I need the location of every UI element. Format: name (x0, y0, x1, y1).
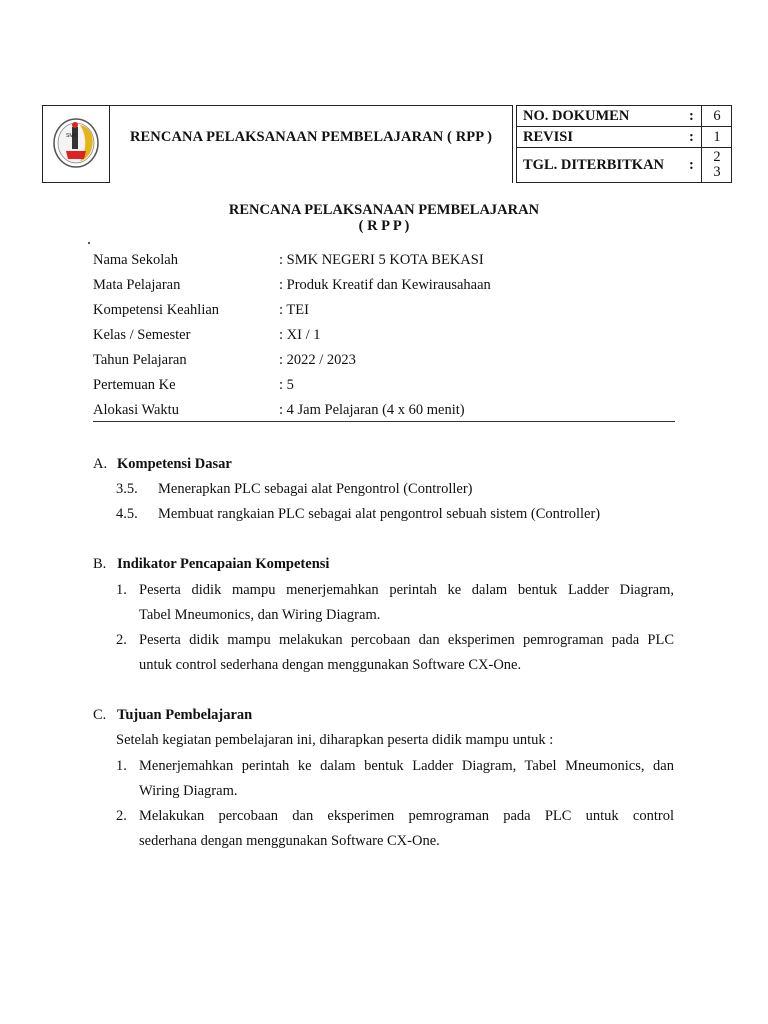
section-title: Kompetensi Dasar (117, 456, 232, 472)
section-letter: C. (93, 707, 107, 723)
section-letter: B. (93, 556, 107, 572)
info-row (93, 352, 675, 377)
info-value: : TEI (279, 302, 309, 318)
info-value: : 2022 / 2023 (279, 352, 356, 368)
meta-row-no-dokumen (516, 105, 732, 127)
stray-dot (88, 242, 90, 244)
info-key: Nama Sekolah (93, 252, 178, 268)
meta-divider (701, 148, 702, 182)
info-key: Mata Pelajaran (93, 277, 181, 293)
list-item: Menerapkan PLC sebagai alat Pengontrol (Controller) (158, 481, 473, 497)
info-row (93, 252, 675, 277)
info-key: Kompetensi Keahlian (93, 302, 220, 318)
section-a-heading (93, 456, 232, 473)
meta-value-line2: 3 (713, 164, 721, 180)
list-item-line: Peserta didik mampu melakukan percobaan dan eksperimen pemrograman pada PLC (139, 632, 674, 648)
list-number: 2. (116, 632, 127, 648)
meta-colon: : (689, 157, 694, 173)
list-number: 4.5. (116, 506, 138, 522)
document-title: RENCANA PELAKSANAAN PEMBELAJARAN (228, 202, 540, 218)
info-row (93, 377, 675, 402)
section-intro: Setelah kegiatan pembelajaran ini, diharapkan peserta didik mampu untuk : (116, 732, 554, 748)
meta-label: REVISI (523, 129, 573, 145)
list-item: Membuat rangkaian PLC sebagai alat pengontrol sebuah sistem (Controller) (158, 506, 601, 522)
meta-colon: : (689, 108, 694, 124)
info-key: Alokasi Waktu (93, 402, 179, 418)
list-number: 2. (116, 808, 127, 824)
section-b-heading (93, 556, 329, 573)
list-number: 1. (116, 582, 127, 598)
info-key: Pertemuan Ke (93, 377, 176, 393)
info-row (93, 302, 675, 327)
meta-divider (701, 106, 702, 126)
info-divider (93, 421, 675, 422)
meta-colon: : (689, 129, 694, 145)
list-item-line: untuk control sederhana dengan menggunakan Software CX-One. (139, 657, 522, 673)
info-row (93, 277, 675, 302)
info-value: : XI / 1 (279, 327, 321, 343)
meta-value: 1 (713, 129, 721, 145)
list-item-line: Wiring Diagram. (139, 783, 238, 799)
meta-value (707, 150, 727, 180)
section-c-heading (93, 707, 252, 724)
list-number: 1. (116, 758, 127, 774)
meta-row-tgl-diterbitkan (516, 147, 732, 183)
document-header (42, 105, 732, 183)
info-value: : Produk Kreatif dan Kewirausahaan (279, 277, 491, 293)
section-letter: A. (93, 456, 108, 472)
section-title: Indikator Pencapaian Kompetensi (117, 556, 330, 572)
list-number: 3.5. (116, 481, 138, 497)
logo-lettering: SMK (66, 133, 77, 139)
meta-label: NO. DOKUMEN (523, 108, 630, 124)
school-logo (44, 107, 108, 181)
info-row (93, 402, 675, 427)
meta-divider (701, 127, 702, 147)
info-key: Tahun Pelajaran (93, 352, 187, 368)
list-item-line: Tabel Mneumonics, dan Wiring Diagram. (139, 607, 381, 623)
info-key: Kelas / Semester (93, 327, 191, 343)
list-item-line: Melakukan percobaan dan eksperimen pemrograman pada PLC untuk control (139, 808, 674, 824)
logo-cell (42, 105, 110, 183)
section-title: Tujuan Pembelajaran (117, 707, 253, 723)
document-subtitle: ( R P P ) (358, 218, 410, 234)
meta-value-line1: 2 (713, 149, 721, 165)
list-item-line: Peserta didik mampu menerjemahkan perintah ke dalam bentuk Ladder Diagram, (139, 582, 674, 598)
meta-value: 6 (713, 108, 721, 124)
list-item-line: sederhana dengan menggunakan Software CX-One. (139, 833, 440, 849)
info-value: : 5 (279, 377, 294, 393)
info-row (93, 327, 675, 352)
list-item-line: Menerjemahkan perintah ke dalam bentuk Ladder Diagram, Tabel Mneumonics, dan (139, 758, 674, 774)
info-value: : 4 Jam Pelajaran (4 x 60 menit) (279, 402, 465, 418)
header-title: RENCANA PELAKSANAAN PEMBELAJARAN ( RPP ) (129, 128, 493, 145)
meta-row-revisi (516, 126, 732, 148)
meta-label: TGL. DITERBITKAN (523, 157, 665, 173)
info-value: : SMK NEGERI 5 KOTA BEKASI (279, 252, 484, 268)
